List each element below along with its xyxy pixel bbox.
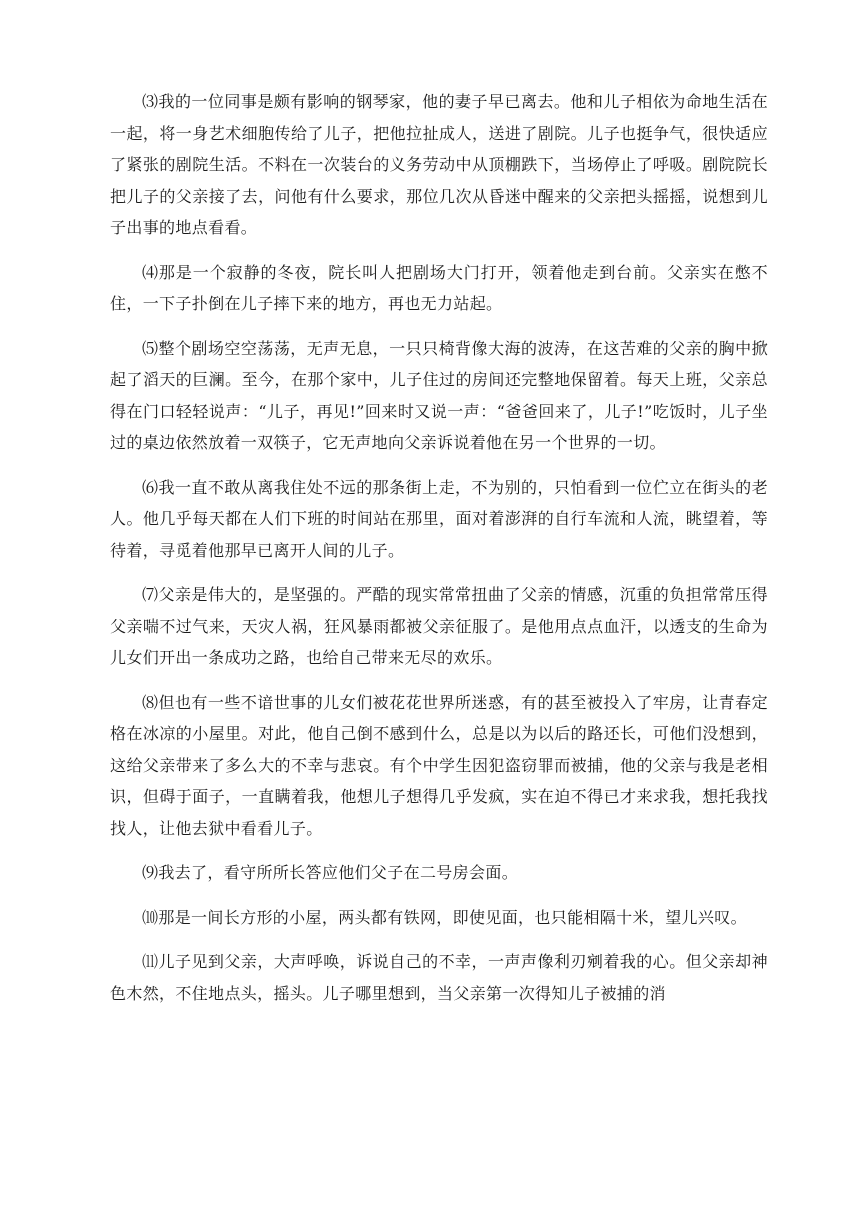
- paragraph-10: ⑽那是一间长方形的小屋，两头都有铁网，即使见面，也只能相隔十米，望儿兴叹。: [142, 907, 747, 927]
- paragraph-4: ⑷那是一个寂静的冬夜，院长叫人把剧场大门打开，领着他走到台前。父亲实在憋不住，一下子扑倒在儿子摔下来的地方，再也无力站起。: [110, 262, 768, 313]
- paragraph-9: ⑼我去了，看守所所长答应他们父子在二号房会面。: [142, 863, 519, 882]
- document-body: [110, 86, 768, 1022]
- paragraph-5: ⑸整个剧场空空荡荡，无声无息，一只只椅背像大海的波涛，在这苦难的父亲的胸中掀起了滔天的巨澜。至今，在那个家中，儿子住过的房间还完整地保留着。每天上班，父亲总得在门口轻轻说声：“儿子，再见!”回来时又说一声：“爸爸回来了，儿子!”吃饭时，儿子坐过的桌边依然放着一双筷子，它无声地向父亲诉说着他在另一个世界的一切。: [110, 338, 768, 452]
- paragraph-3: ⑶我的一位同事是颇有影响的钢琴家，他的妻子早已离去。他和儿子相依为命地生活在一起，将一身艺术细胞传给了儿子，把他拉扯成人，送进了剧院。儿子也挺争气，很快适应了紧张的剧院生活。不料在一次装台的义务劳动中从顶棚跌下，当场停止了呼吸。剧院院长把儿子的父亲接了去，问他有什么要求，那位几次从昏迷中醒来的父亲把头摇摇，说想到儿子出事的地点看看。: [110, 92, 768, 237]
- paragraph-7: ⑺父亲是伟大的，是坚强的。严酷的现实常常扭曲了父亲的情感，沉重的负担常常压得父亲喘不过气来，天灾人祸，狂风暴雨都被父亲征服了。是他用点点血汗，以透支的生命为儿女们开出一条成功之路，也给自己带来无尽的欢乐。: [110, 585, 768, 667]
- paragraph-8: ⑻但也有一些不谙世事的儿女们被花花世界所迷惑，有的甚至被投入了牢房，让青春定格在冰凉的小屋里。对此，他自己倒不感到什么，总是以为以后的路还长，可他们没想到，这给父亲带来了多么大的不幸与悲哀。有个中学生因犯盗窃罪而被捕，他的父亲与我是老相识，但碍于面子，一直瞒着我，他想儿子想得几乎发疯，实在迫不得已才来求我，想托我找找人，让他去狱中看看儿子。: [110, 692, 768, 838]
- paragraph-11: ⑾儿子见到父亲，大声呼唤，诉说自己的不幸，一声声像利刃剜着我的心。但父亲却神色木然，不住地点头，摇头。儿子哪里想到，当父亲第一次得知儿子被捕的消: [110, 952, 768, 1003]
- paragraph-6: ⑹我一直不敢从离我住处不远的那条街上走，不为别的，只怕看到一位伫立在街头的老人。他几乎每天都在人们下班的时间站在那里，面对着澎湃的自行车流和人流，眺望着，等待着，寻觅着他那早已离开人间的儿子。: [110, 477, 768, 560]
